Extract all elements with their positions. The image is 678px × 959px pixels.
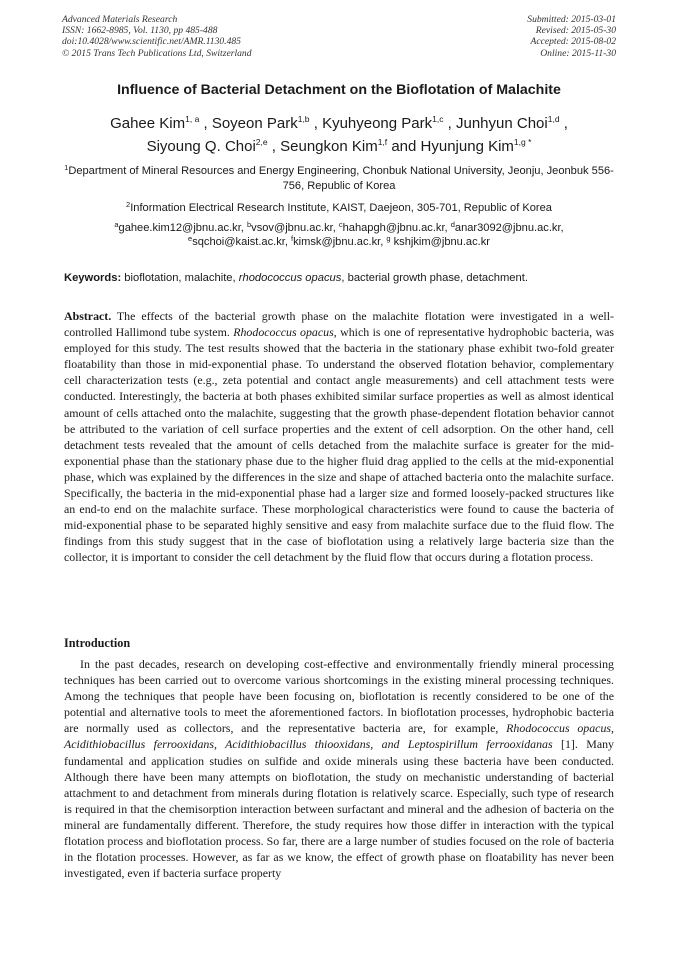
abstract: Abstract. The effects of the bacterial growth phase on the malachite flotation were investigated in a well-controlled Hallimond tube system. Rhodococcus opacus, which is one of representative hydrophobic bacteria, was employed for this study. The test results showed that the bacteria in the stationary phase exhibit two-fold greater floatability than those in mid-exponential phase. To understand the observed flotation behavior, complementary cell characterization tests (e.g., zeta potential and contact angle measurements) and cell attachment tests were conducted. Interestingly, the bacteria at both phases exhibited similar surface properties as well as almost identical amount of cells attached onto the malachite, suggesting that the growth phase-dependent flotation behavior cannot be attributed to the variation of cell surface properties and the extent of cell adsorption. On the other hand, cell detachment tests revealed that the amount of cells detached from the malachite surface is greater for the mid-exponential phase than the stationary phase due to the higher fluid drag applied to the cells at the mid-exponential phase, which was explained by the differences in the size and shape of attached bacteria onto the malachite surface. Specifically, the bacteria in the mid-exponential phase had a larger size and formed loosely-packed structures like an end-to end on the malachite surface. These morphological characteristics were found to cause the bacteria of mid-exponential phase to be separated highly sensitive and easy from malachite surface due to the fluid flow. The findings from this study suggest that in the case of bioflotation using a relatively large bacteria size than the collector, it is important to consider the cell detachment by the fluid flow that occurs during a flotation process.	[64, 309, 614, 565]
journal-name: Advanced Materials Research	[62, 14, 178, 25]
author: Junhyun Choi$^{1,d}$ ,	[456, 114, 568, 132]
issn-line: ISSN: 1662-8985, Vol. 1130, pp 485-488	[62, 25, 218, 37]
doi-line: doi:10.4028/www.scientific.net/AMR.1130.485	[62, 36, 241, 48]
journal-header-left	[62, 14, 252, 59]
author: Kyuhyeong Park$^{1,c}$ ,	[322, 114, 456, 132]
email: $^a$gahee.kim12@jbnu.ac.kr,	[114, 220, 247, 234]
email: $^g$ kshjkim@jbnu.ac.kr	[386, 234, 490, 248]
paper-title: Influence of Bacterial Detachment on the Bioflotation of Malachite	[117, 82, 561, 98]
email: $^f$kimsk@jbnu.ac.kr,	[291, 234, 387, 248]
affiliation-2: $^2$Information Electrical Research Institute, KAIST, Daejeon, 305-701, Republic of Korea	[126, 200, 552, 214]
revised-date: Revised: 2015-05-30	[535, 25, 616, 37]
submitted-date: Submitted: 2015-03-01	[527, 14, 616, 25]
email: $^c$hahapgh@jbnu.ac.kr,	[338, 220, 451, 234]
abstract-label: Abstract.	[64, 309, 112, 323]
email: $^d$anar3092@jbnu.ac.kr,	[450, 220, 564, 234]
introduction-body: In the past decades, research on developing cost-effective and environmentally friendly mineral processing techniques has been carried out to overcome various shortcomings in the existing mineral processing techniques. Among the techniques that people have been focusing on, bioflotation is recently considered to be one of the potential and alternative tools to meet the aforementioned factors. In bioflotation processes, hydrophobic bacteria are normally used as collectors, and the representative bacteria are, for example, Rhodococcus opacus, Acidithiobacillus ferrooxidans, Acidithiobacillus thiooxidans, and Leptospirillum ferrooxidanas [1]. Many fundamental and application studies on sulfide and oxide minerals using these bacteria have been conducted. Although there have been many attempts on bioflotation, the study on mechanistic understanding of bacterial attachment to and detachment from minerals during flotation is relatively scarce. Especially, such type of research is required in that the chemisorption interaction between surfactant and mineral and the adhesion of bacteria on the mineral are fundamentally different. Therefore, the study requires how those differ in interaction with the typical flotation process and bioflotation process. So far, there are a large number of studies focused on the role of bacteria in the flotation processes. However, as far as we know, the effect of growth phase on floatability has never been investigated, even if bacteria surface property	[64, 657, 614, 881]
copyright-line: © 2015 Trans Tech Publications Ltd, Switzerland	[62, 47, 252, 59]
email: $^b$vsov@jbnu.ac.kr,	[246, 220, 339, 234]
author: Siyoung Q. Choi$^{2,e}$ ,	[146, 137, 281, 155]
introduction-heading: Introduction	[64, 636, 131, 650]
accepted-date: Accepted: 2015-08-02	[530, 36, 616, 48]
affiliation-1: $^1$Department of Mineral Resources and Energy Engineering, Chonbuk National University, Jeonju, Jeonbuk 556-756, Republic of Korea	[64, 163, 614, 192]
author: Seungkon Kim$^{1,f}$ and	[280, 137, 421, 155]
email: $^e$sqchoi@kaist.ac.kr,	[188, 234, 292, 248]
online-date: Online: 2015-11-30	[540, 47, 616, 59]
keywords: Keywords: bioflotation, malachite, rhodococcus opacus, bacterial growth phase, detachment.	[64, 272, 528, 284]
author: Gahee Kim$^{1, a}$ ,	[110, 114, 212, 132]
author: Soyeon Park$^{1,b}$ ,	[211, 114, 323, 132]
author: Hyunjung Kim$^{1,g *}$	[420, 137, 532, 155]
journal-header-right	[527, 14, 616, 59]
author-list	[40, 112, 638, 158]
keywords-label: Keywords:	[64, 272, 122, 284]
author-emails	[60, 221, 618, 249]
